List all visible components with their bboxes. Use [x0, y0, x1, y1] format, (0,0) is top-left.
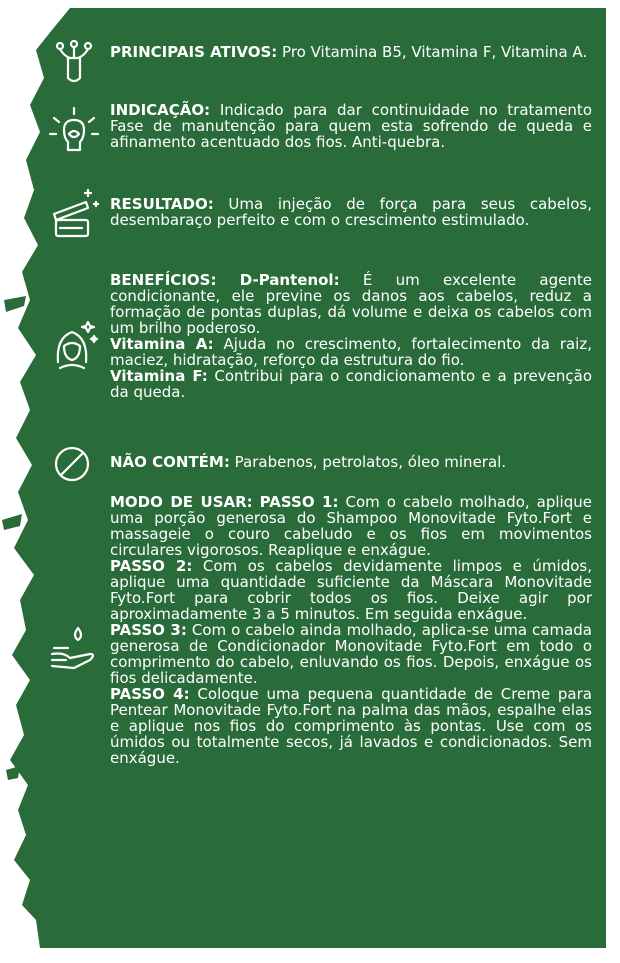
principais-ativos-section: [110, 44, 592, 60]
vitamina-f-text: Contribui para o condicionamento e a prevenção da queda.: [110, 367, 592, 401]
step2-text: Com os cabelos devidamente limpos e úmidos, aplique uma quantidade suficiente da Máscara Monovitade Fyto.Fort para cobrir todos os fios. Deixe agir por aproximadamente 3 a 5 minutos. Em seguida enxágue.: [110, 557, 592, 623]
nao-contem-text: Parabenos, petrolatos, óleo mineral.: [234, 453, 507, 471]
nao-contem-section: [110, 454, 592, 470]
modo-de-usar-label: MODO DE USAR:: [110, 493, 253, 511]
principais-label: PRINCIPAIS ATIVOS:: [110, 43, 278, 61]
principais-text: Pro Vitamina B5, Vitamina F, Vitamina A.: [282, 43, 588, 61]
hand-drop-icon: [48, 624, 100, 676]
step3-label: PASSO 3:: [110, 621, 187, 639]
nao-contem-label: NÃO CONTÉM:: [110, 453, 230, 471]
resultado-text: Uma injeção de força para seus cabelos, desembaraço perfeito e com o crescimento estimulado.: [110, 195, 592, 229]
resultado-label: RESULTADO:: [110, 195, 214, 213]
d-pantenol-label: D-Pantenol:: [239, 271, 340, 289]
lab-flask-icon: [48, 38, 100, 90]
resultado-section: [110, 196, 592, 228]
indicacao-section: [110, 102, 592, 150]
beneficios-label: BENEFÍCIOS:: [110, 271, 217, 289]
d-pantenol-text: É um excelente agente condicionante, ele previne os danos aos cabelos, reduz a formação de pontas duplas, dá volume e deixa os cabelos com um brilho poderoso.: [110, 271, 592, 337]
step1-label: PASSO 1:: [259, 493, 339, 511]
vitamina-a-text: Ajuda no crescimento, fortalecimento da raiz, maciez, hidratação, reforço da estrutura do fio.: [110, 335, 592, 369]
beneficios-section: [110, 272, 592, 400]
vitamina-a-label: Vitamina A:: [110, 335, 214, 353]
woman-hair-sparkle-icon: [48, 318, 100, 370]
step3-text: Com o cabelo ainda molhado, aplica-se uma camada generosa de Condicionador Monovitade Fyto.Fort em todo o comprimento do cabelo, enluvando os fios. Depois, enxágue os fios delicadamente.: [110, 621, 592, 687]
cosmetic-jar-icon: [48, 188, 100, 240]
step1-text: Com o cabelo molhado, aplique uma porção generosa do Shampoo Monovitade Fyto.Fort e massageie o couro cabeludo e os fios em movimentos circulares vigorosos. Reaplique e enxágue.: [110, 493, 592, 559]
step2-label: PASSO 2:: [110, 557, 193, 575]
modo-de-usar-section: [110, 494, 592, 766]
indicacao-label: INDICAÇÃO:: [110, 101, 211, 119]
brush-streak: [2, 514, 22, 530]
prohibited-icon: [48, 438, 100, 490]
step4-text: Coloque uma pequena quantidade de Creme para Pentear Monovitade Fyto.Fort na palma das mãos, espalhe elas e aplique nos fios do comprimento às pontas. Use com os úmidos ou totalmente secos, já lavados e condicionados. Sem enxágue.: [110, 685, 592, 767]
lightbulb-hair-icon: [48, 104, 100, 156]
brush-streak: [4, 296, 26, 312]
brush-streak: [6, 766, 20, 780]
indicacao-text: Indicado para dar continuidade no tratamento Fase de manutenção para quem esta sofrendo de queda e afinamento acentuado dos fios. Anti-quebra.: [110, 101, 592, 151]
vitamina-f-label: Vitamina F:: [110, 367, 208, 385]
step4-label: PASSO 4:: [110, 685, 190, 703]
